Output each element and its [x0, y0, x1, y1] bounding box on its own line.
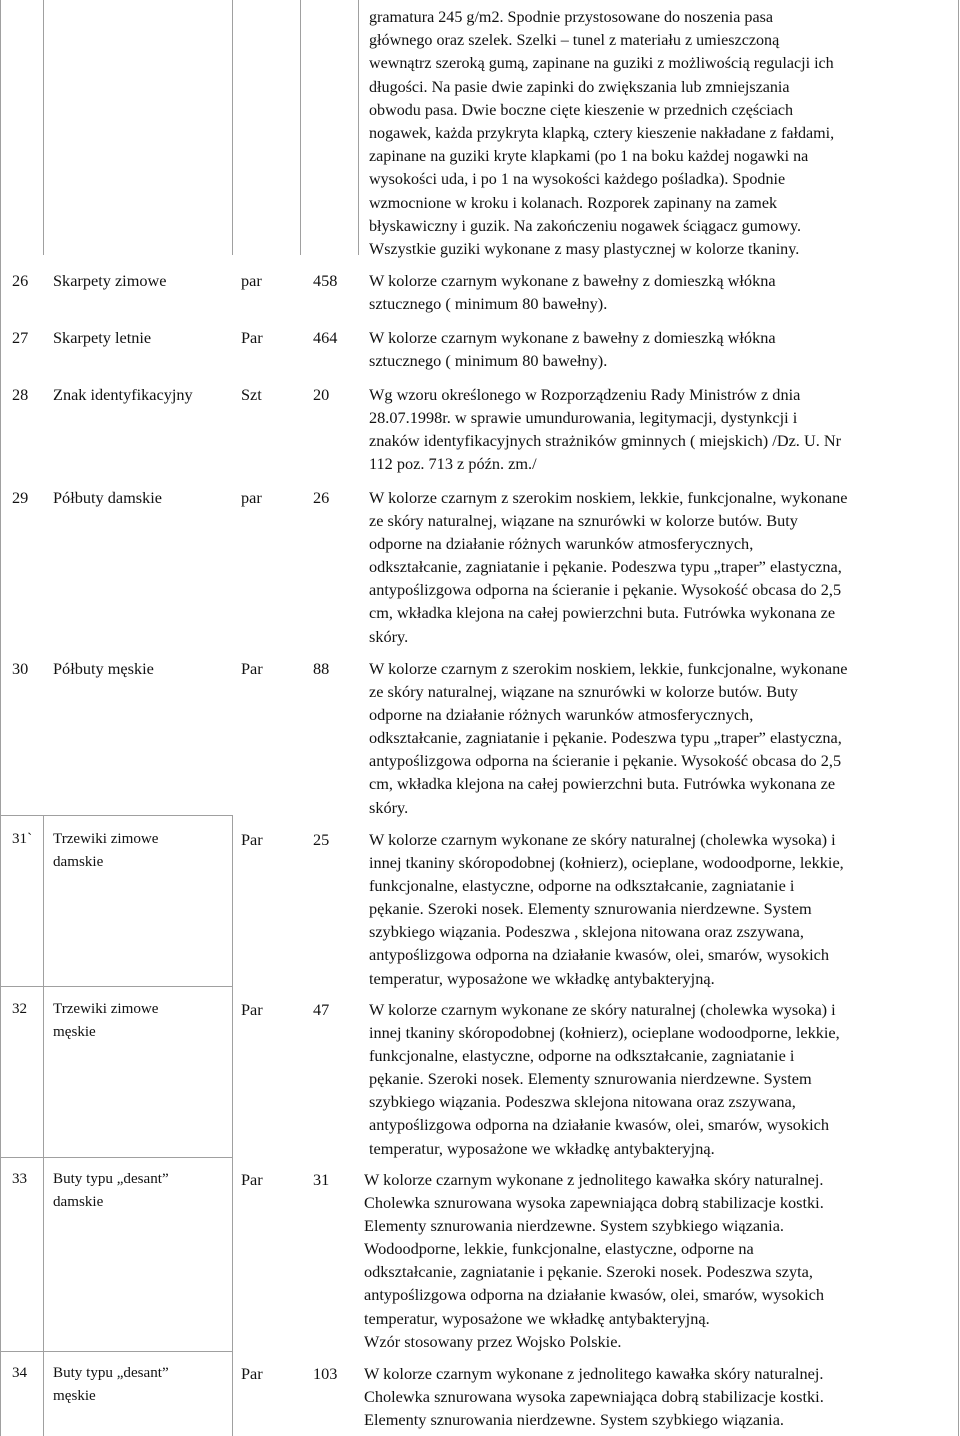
- description-line: innej tkaniny skóropodobnej (kołnierz), ocieplane, wodoodporne, lekkie,: [369, 853, 844, 873]
- unit: Par: [241, 1170, 263, 1189]
- description-line: sztucznego ( minimum 80 bawełny).: [369, 294, 608, 314]
- item-name: Znak identyfikacyjny: [53, 385, 193, 404]
- item-name-line: damskie: [53, 1194, 104, 1210]
- description-line: Wg wzoru określonego w Rozporządzeniu Rady Ministrów z dnia: [369, 385, 801, 404]
- table-left-border: [0, 0, 1, 1436]
- description-line: odporne na działanie różnych warunków atmosferycznych,: [369, 705, 754, 725]
- description-line: antypoślizgowa odporna na ścieranie i pękanie. Wysokość obcasa do 2,5: [369, 751, 842, 771]
- row-34-description: [364, 1362, 824, 1431]
- quantity: 31: [313, 1170, 330, 1189]
- description-line: antypoślizgowa odporna na działanie kwasów, olei, smarów, wysokich: [369, 1115, 829, 1135]
- item-name: Skarpety zimowe: [53, 271, 167, 290]
- description-line: błyskawiczny i guzik. Na zakończeniu nogawek ściągacz gumowy.: [369, 217, 801, 235]
- row-number: 33: [12, 1171, 28, 1187]
- description-line: skóry.: [369, 797, 409, 817]
- row-divider-34: [0, 1351, 232, 1352]
- description-line: odporne na działanie różnych warunków atmosferycznych,: [369, 534, 754, 554]
- description-line: Cholewka sznurowana wysoka zapewniająca dobrą stabilizacje kostki.: [364, 1193, 824, 1213]
- description-line: W kolorze czarnym wykonane ze skóry naturalnej (cholewka wysoka) i: [369, 1000, 836, 1019]
- description-line: nogawek, każda przykryta klapką, cztery kieszenie nakładane z fałdami,: [369, 125, 835, 143]
- description-line: gramatura 245 g/m2. Spodnie przystosowane do noszenia pasa: [369, 9, 774, 26]
- description-line: odkształcanie, zagniatanie i pękanie. Podeszwa typu „traper” elastyczna,: [369, 557, 842, 577]
- quantity: 458: [313, 271, 338, 290]
- description-line: 28.07.1998r. w sprawie umundurowania, legitymacji, dystynkcji i: [369, 408, 798, 428]
- quantity: 26: [313, 488, 330, 507]
- row-26-description: [369, 269, 776, 315]
- description-line: Wszystkie guziki wykonane z masy plastycznej w kolorze tkaniny.: [369, 241, 800, 259]
- description-line: sztucznego ( minimum 80 bawełny).: [369, 351, 608, 371]
- column-divider-num-lower: [43, 815, 44, 1436]
- item-name: [53, 1362, 169, 1408]
- description-line: innej tkaniny skóropodobnej (kołnierz), ocieplane wodoodporne, lekkie,: [369, 1023, 840, 1043]
- row-28-description: [369, 383, 841, 475]
- item-name-line: męskie: [53, 1388, 96, 1404]
- row-31-description: [369, 828, 844, 990]
- description-line: cm, wkładka klejona na całej powierzchni buta. Futrówka wykonana ze: [369, 774, 836, 794]
- unit: par: [241, 488, 262, 507]
- description-line: funkcjonalne, elastyczne, odporne na odkształcanie, zagniatanie i: [369, 1046, 795, 1066]
- description-line: temperatur, wyposażone we wkładkę antybakteryjną.: [369, 968, 715, 988]
- description-line: zapinane na guziki kryte klapkami (po 1 na boku każdej nogawki na: [369, 148, 809, 166]
- row-27-description: [369, 326, 776, 372]
- description-line: znaków identyfikacyjnych strażników gminnych ( miejskich) /Dz. U. Nr: [369, 431, 842, 451]
- row-number: 26: [12, 271, 29, 290]
- item-name: [53, 1168, 169, 1214]
- description-line: odkształcanie, zagniatanie i pękanie. Szeroki nosek. Podeszwa szyta,: [364, 1262, 813, 1282]
- description-line: Wzór stosowany przez Wojsko Polskie.: [364, 1331, 622, 1351]
- quantity: 88: [313, 659, 330, 678]
- description-line: odkształcanie, zagniatanie i pękanie. Podeszwa typu „traper” elastyczna,: [369, 728, 842, 748]
- description-line: temperatur, wyposażone we wkładkę antybakteryjną.: [364, 1308, 710, 1328]
- description-line: Elementy sznurowania nierdzewne. System szybkiego wiązania.: [364, 1216, 785, 1236]
- column-divider-name-lower: [232, 815, 233, 1436]
- row-number: 30: [12, 659, 29, 678]
- item-name-line: damskie: [53, 854, 104, 870]
- unit: Par: [241, 328, 263, 347]
- description-line: Cholewka sznurowana wysoka zapewniająca dobrą stabilizacje kostki.: [364, 1387, 824, 1407]
- item-name: [53, 998, 159, 1044]
- description-line: W kolorze czarnym z szerokim noskiem, lekkie, funkcjonalne, wykonane: [369, 659, 848, 678]
- item-name-line: Trzewiki zimowe: [53, 831, 159, 847]
- row-divider-32: [0, 986, 232, 987]
- description-line: W kolorze czarnym z szerokim noskiem, lekkie, funkcjonalne, wykonane: [369, 488, 848, 507]
- description-line: szybkiego wiązania. Podeszwa sklejona nitowana oraz zszywana,: [369, 1092, 796, 1112]
- item-name-line: Buty typu „desant”: [53, 1171, 169, 1187]
- item-name-line: męskie: [53, 1024, 96, 1040]
- description-line: W kolorze czarnym wykonane z bawełny z domieszką włókna: [369, 271, 776, 290]
- description-line: pękanie. Szeroki nosek. Elementy sznurowania nierdzewne. System: [369, 1069, 812, 1089]
- description-line: obwodu pasa. Dwie boczne cięte kieszenie w przednich częściach: [369, 101, 794, 119]
- row-number: 34: [12, 1365, 28, 1381]
- item-name: Półbuty damskie: [53, 488, 162, 507]
- description-line: wzmocnione w kroku i kolanach. Rozporek zapinany na zamek: [369, 194, 778, 212]
- description-line: antypoślizgowa odporna na działanie kwasów, olei, smarów, wysokich: [369, 945, 829, 965]
- item-name-line: Trzewiki zimowe: [53, 1001, 159, 1017]
- quantity: 20: [313, 385, 330, 404]
- row-divider-31: [0, 815, 232, 816]
- description-line: antypoślizgowa odporna na ścieranie i pękanie. Wysokość obcasa do 2,5: [369, 580, 842, 600]
- description-line: głównego oraz szelek. Szelki – tunel z materiału z umieszczoną: [369, 32, 780, 50]
- description-line: wysokości uda, i po 1 na wysokości każdego pośladka). Spodnie: [369, 171, 786, 189]
- column-divider-unit: [300, 0, 301, 255]
- description-line: W kolorze czarnym wykonane z bawełny z domieszką włókna: [369, 328, 776, 347]
- column-divider-num: [43, 0, 44, 255]
- description-line: cm, wkładka klejona na całej powierzchni buta. Futrówka wykonana ze: [369, 603, 836, 623]
- description-line: pękanie. Szeroki nosek. Elementy sznurowania nierdzewne. System: [369, 899, 812, 919]
- column-divider-qty: [358, 0, 359, 255]
- item-name: Skarpety letnie: [53, 328, 152, 347]
- description-line: funkcjonalne, elastyczne, odporne na odkształcanie, zagniatanie i: [369, 876, 795, 896]
- quantity: 25: [313, 830, 330, 849]
- unit: par: [241, 271, 262, 290]
- row-divider-33: [0, 1157, 232, 1158]
- column-divider-name: [232, 0, 233, 255]
- description-line: W kolorze czarnym wykonane z jednolitego kawałka skóry naturalnej.: [364, 1170, 824, 1189]
- row-32-description: [369, 998, 840, 1160]
- row-29-description: [369, 486, 847, 648]
- description-line: antypoślizgowa odporna na działanie kwasów, olei, smarów, wysokich: [364, 1285, 824, 1305]
- row-number: 31`: [12, 831, 33, 847]
- description-line: ze skóry naturalnej, wiązane na sznurówki w kolorze butów. Buty: [369, 682, 798, 702]
- description-line: skóry.: [369, 626, 409, 646]
- quantity: 47: [313, 1000, 330, 1019]
- item-name: [53, 828, 159, 874]
- row-number: 27: [12, 328, 29, 347]
- description-line: ze skóry naturalnej, wiązane na sznurówki w kolorze butów. Buty: [369, 511, 798, 531]
- item-name-line: Buty typu „desant”: [53, 1365, 169, 1381]
- unit: Szt: [241, 385, 262, 404]
- row-25-description: [369, 6, 834, 261]
- row-33-description: [364, 1168, 824, 1353]
- description-line: W kolorze czarnym wykonane ze skóry naturalnej (cholewka wysoka) i: [369, 830, 836, 849]
- description-line: szybkiego wiązania. Podeszwa , sklejona nitowana oraz zszywana,: [369, 922, 804, 942]
- unit: Par: [241, 1000, 263, 1019]
- unit: Par: [241, 1364, 263, 1383]
- description-line: 112 poz. 713 z późn. zm./: [369, 454, 537, 474]
- description-line: długości. Na pasie dwie zapinki do zwiększania lub zmniejszania: [369, 78, 790, 96]
- quantity: 103: [313, 1364, 338, 1383]
- description-line: temperatur, wyposażone we wkładkę antybakteryjną.: [369, 1138, 715, 1158]
- row-30-description: [369, 657, 847, 819]
- row-number: 28: [12, 385, 29, 404]
- row-number: 32: [12, 1001, 28, 1017]
- unit: Par: [241, 659, 263, 678]
- row-number: 29: [12, 488, 29, 507]
- item-name: Półbuty męskie: [53, 659, 154, 678]
- description-line: Wodoodporne, lekkie, funkcjonalne, elastyczne, odporne na: [364, 1239, 754, 1259]
- table-right-border: [958, 0, 959, 1436]
- unit: Par: [241, 830, 263, 849]
- description-line: wewnątrz szeroką gumą, zapinane na guziki z możliwością regulacji ich: [369, 55, 834, 73]
- description-line: W kolorze czarnym wykonane z jednolitego kawałka skóry naturalnej.: [364, 1364, 824, 1383]
- description-line: Elementy sznurowania nierdzewne. System szybkiego wiązania.: [364, 1410, 785, 1430]
- quantity: 464: [313, 328, 338, 347]
